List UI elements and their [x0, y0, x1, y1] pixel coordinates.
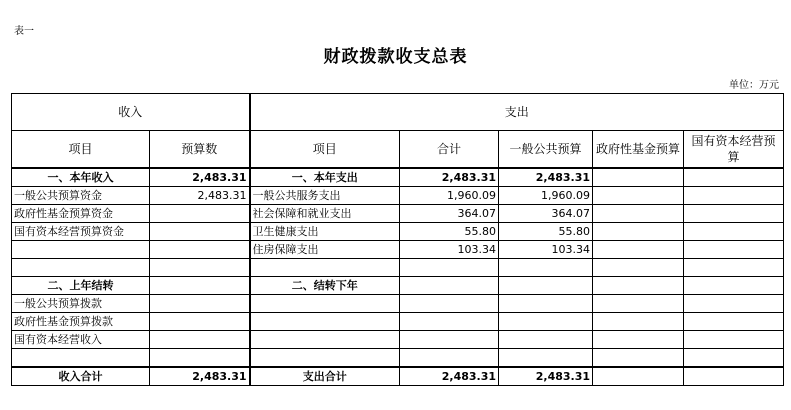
fund-value-cell — [593, 241, 684, 259]
table-row — [12, 223, 784, 241]
page-title: 财政拨款收支总表 — [323, 47, 468, 67]
table-row — [12, 187, 784, 205]
total-value-cell: 1,960.09 — [400, 187, 499, 205]
state-value-cell — [684, 259, 784, 277]
expense-item-cell: 社会保障和就业支出 — [250, 205, 400, 223]
fund-value-cell — [593, 277, 684, 295]
income-item-cell: 二、上年结转 — [12, 277, 150, 295]
expense-item-cell: 一般公共服务支出 — [250, 187, 400, 205]
table-row — [12, 295, 784, 313]
table-body — [12, 168, 784, 386]
total-value-cell — [400, 295, 499, 313]
general-value-cell — [499, 313, 593, 331]
unit-label: 单位：万元 — [729, 80, 779, 91]
table-row — [12, 205, 784, 223]
general-value-cell — [499, 349, 593, 368]
general-budget-header: 一般公共预算 — [499, 131, 593, 169]
income-value-cell: 2,483.31 — [150, 168, 250, 187]
total-value-cell — [400, 277, 499, 295]
expense-item-cell: 支出合计 — [250, 367, 400, 386]
expense-item-cell — [250, 349, 400, 368]
general-value-cell: 55.80 — [499, 223, 593, 241]
income-value-cell: 2,483.31 — [150, 187, 250, 205]
fund-value-cell — [593, 168, 684, 187]
income-item-cell: 国有资本经营收入 — [12, 331, 150, 349]
income-value-cell — [150, 259, 250, 277]
expense-header: 支出 — [250, 94, 784, 131]
expense-item-cell — [250, 295, 400, 313]
table-row — [12, 259, 784, 277]
income-value-cell — [150, 277, 250, 295]
income-value-cell: 2,483.31 — [150, 367, 250, 386]
fund-value-cell — [593, 331, 684, 349]
state-value-cell — [684, 277, 784, 295]
header-row-2 — [12, 131, 784, 169]
income-item-cell — [12, 349, 150, 368]
expense-item-cell: 一、本年支出 — [250, 168, 400, 187]
income-item-header: 项目 — [12, 131, 150, 169]
fund-value-cell — [593, 187, 684, 205]
state-capital-header: 国有资本经营预算 — [684, 131, 784, 169]
state-value-cell — [684, 205, 784, 223]
total-value-cell — [400, 349, 499, 368]
table-row — [12, 241, 784, 259]
table-row — [12, 168, 784, 187]
total-header: 合计 — [400, 131, 499, 169]
income-item-cell: 政府性基金预算资金 — [12, 205, 150, 223]
income-value-cell — [150, 331, 250, 349]
total-value-cell: 55.80 — [400, 223, 499, 241]
fund-value-cell — [593, 313, 684, 331]
general-value-cell: 2,483.31 — [499, 168, 593, 187]
table-row — [12, 367, 784, 386]
table-row — [12, 313, 784, 331]
fund-budget-header: 政府性基金预算 — [593, 131, 684, 169]
general-value-cell — [499, 295, 593, 313]
fund-value-cell — [593, 205, 684, 223]
table-tag: 表一 — [14, 26, 34, 37]
table-row — [12, 277, 784, 295]
state-value-cell — [684, 187, 784, 205]
total-value-cell: 103.34 — [400, 241, 499, 259]
state-value-cell — [684, 331, 784, 349]
expense-item-cell: 卫生健康支出 — [250, 223, 400, 241]
total-value-cell — [400, 331, 499, 349]
state-value-cell — [684, 168, 784, 187]
total-value-cell: 2,483.31 — [400, 367, 499, 386]
state-value-cell — [684, 367, 784, 386]
fund-value-cell — [593, 259, 684, 277]
income-value-cell — [150, 295, 250, 313]
general-value-cell: 364.07 — [499, 205, 593, 223]
income-item-cell: 收入合计 — [12, 367, 150, 386]
expense-item-cell — [250, 331, 400, 349]
income-value-cell — [150, 313, 250, 331]
fund-value-cell — [593, 223, 684, 241]
total-value-cell: 364.07 — [400, 205, 499, 223]
expense-item-cell — [250, 313, 400, 331]
income-budget-header: 预算数 — [150, 131, 250, 169]
fund-value-cell — [593, 349, 684, 368]
fund-value-cell — [593, 295, 684, 313]
state-value-cell — [684, 313, 784, 331]
income-item-cell: 一般公共预算资金 — [12, 187, 150, 205]
state-value-cell — [684, 241, 784, 259]
income-item-cell: 一般公共预算拨款 — [12, 295, 150, 313]
income-item-cell: 政府性基金预算拨款 — [12, 313, 150, 331]
income-item-cell: 一、本年收入 — [12, 168, 150, 187]
general-value-cell: 2,483.31 — [499, 367, 593, 386]
general-value-cell: 1,960.09 — [499, 187, 593, 205]
state-value-cell — [684, 223, 784, 241]
income-value-cell — [150, 241, 250, 259]
income-value-cell — [150, 223, 250, 241]
expense-item-cell: 二、结转下年 — [250, 277, 400, 295]
income-item-cell: 国有资本经营预算资金 — [12, 223, 150, 241]
total-value-cell — [400, 259, 499, 277]
expense-item-header: 项目 — [250, 131, 400, 169]
total-value-cell: 2,483.31 — [400, 168, 499, 187]
income-value-cell — [150, 349, 250, 368]
income-header: 收入 — [12, 94, 250, 131]
general-value-cell: 103.34 — [499, 241, 593, 259]
general-value-cell — [499, 259, 593, 277]
general-value-cell — [499, 277, 593, 295]
expense-item-cell — [250, 259, 400, 277]
income-item-cell — [12, 241, 150, 259]
expense-item-cell: 住房保障支出 — [250, 241, 400, 259]
table-row — [12, 331, 784, 349]
income-value-cell — [150, 205, 250, 223]
budget-table — [11, 93, 784, 386]
total-value-cell — [400, 313, 499, 331]
header-row-1 — [12, 94, 784, 131]
general-value-cell — [499, 331, 593, 349]
table-row — [12, 349, 784, 368]
income-item-cell — [12, 259, 150, 277]
state-value-cell — [684, 295, 784, 313]
fund-value-cell — [593, 367, 684, 386]
state-value-cell — [684, 349, 784, 368]
